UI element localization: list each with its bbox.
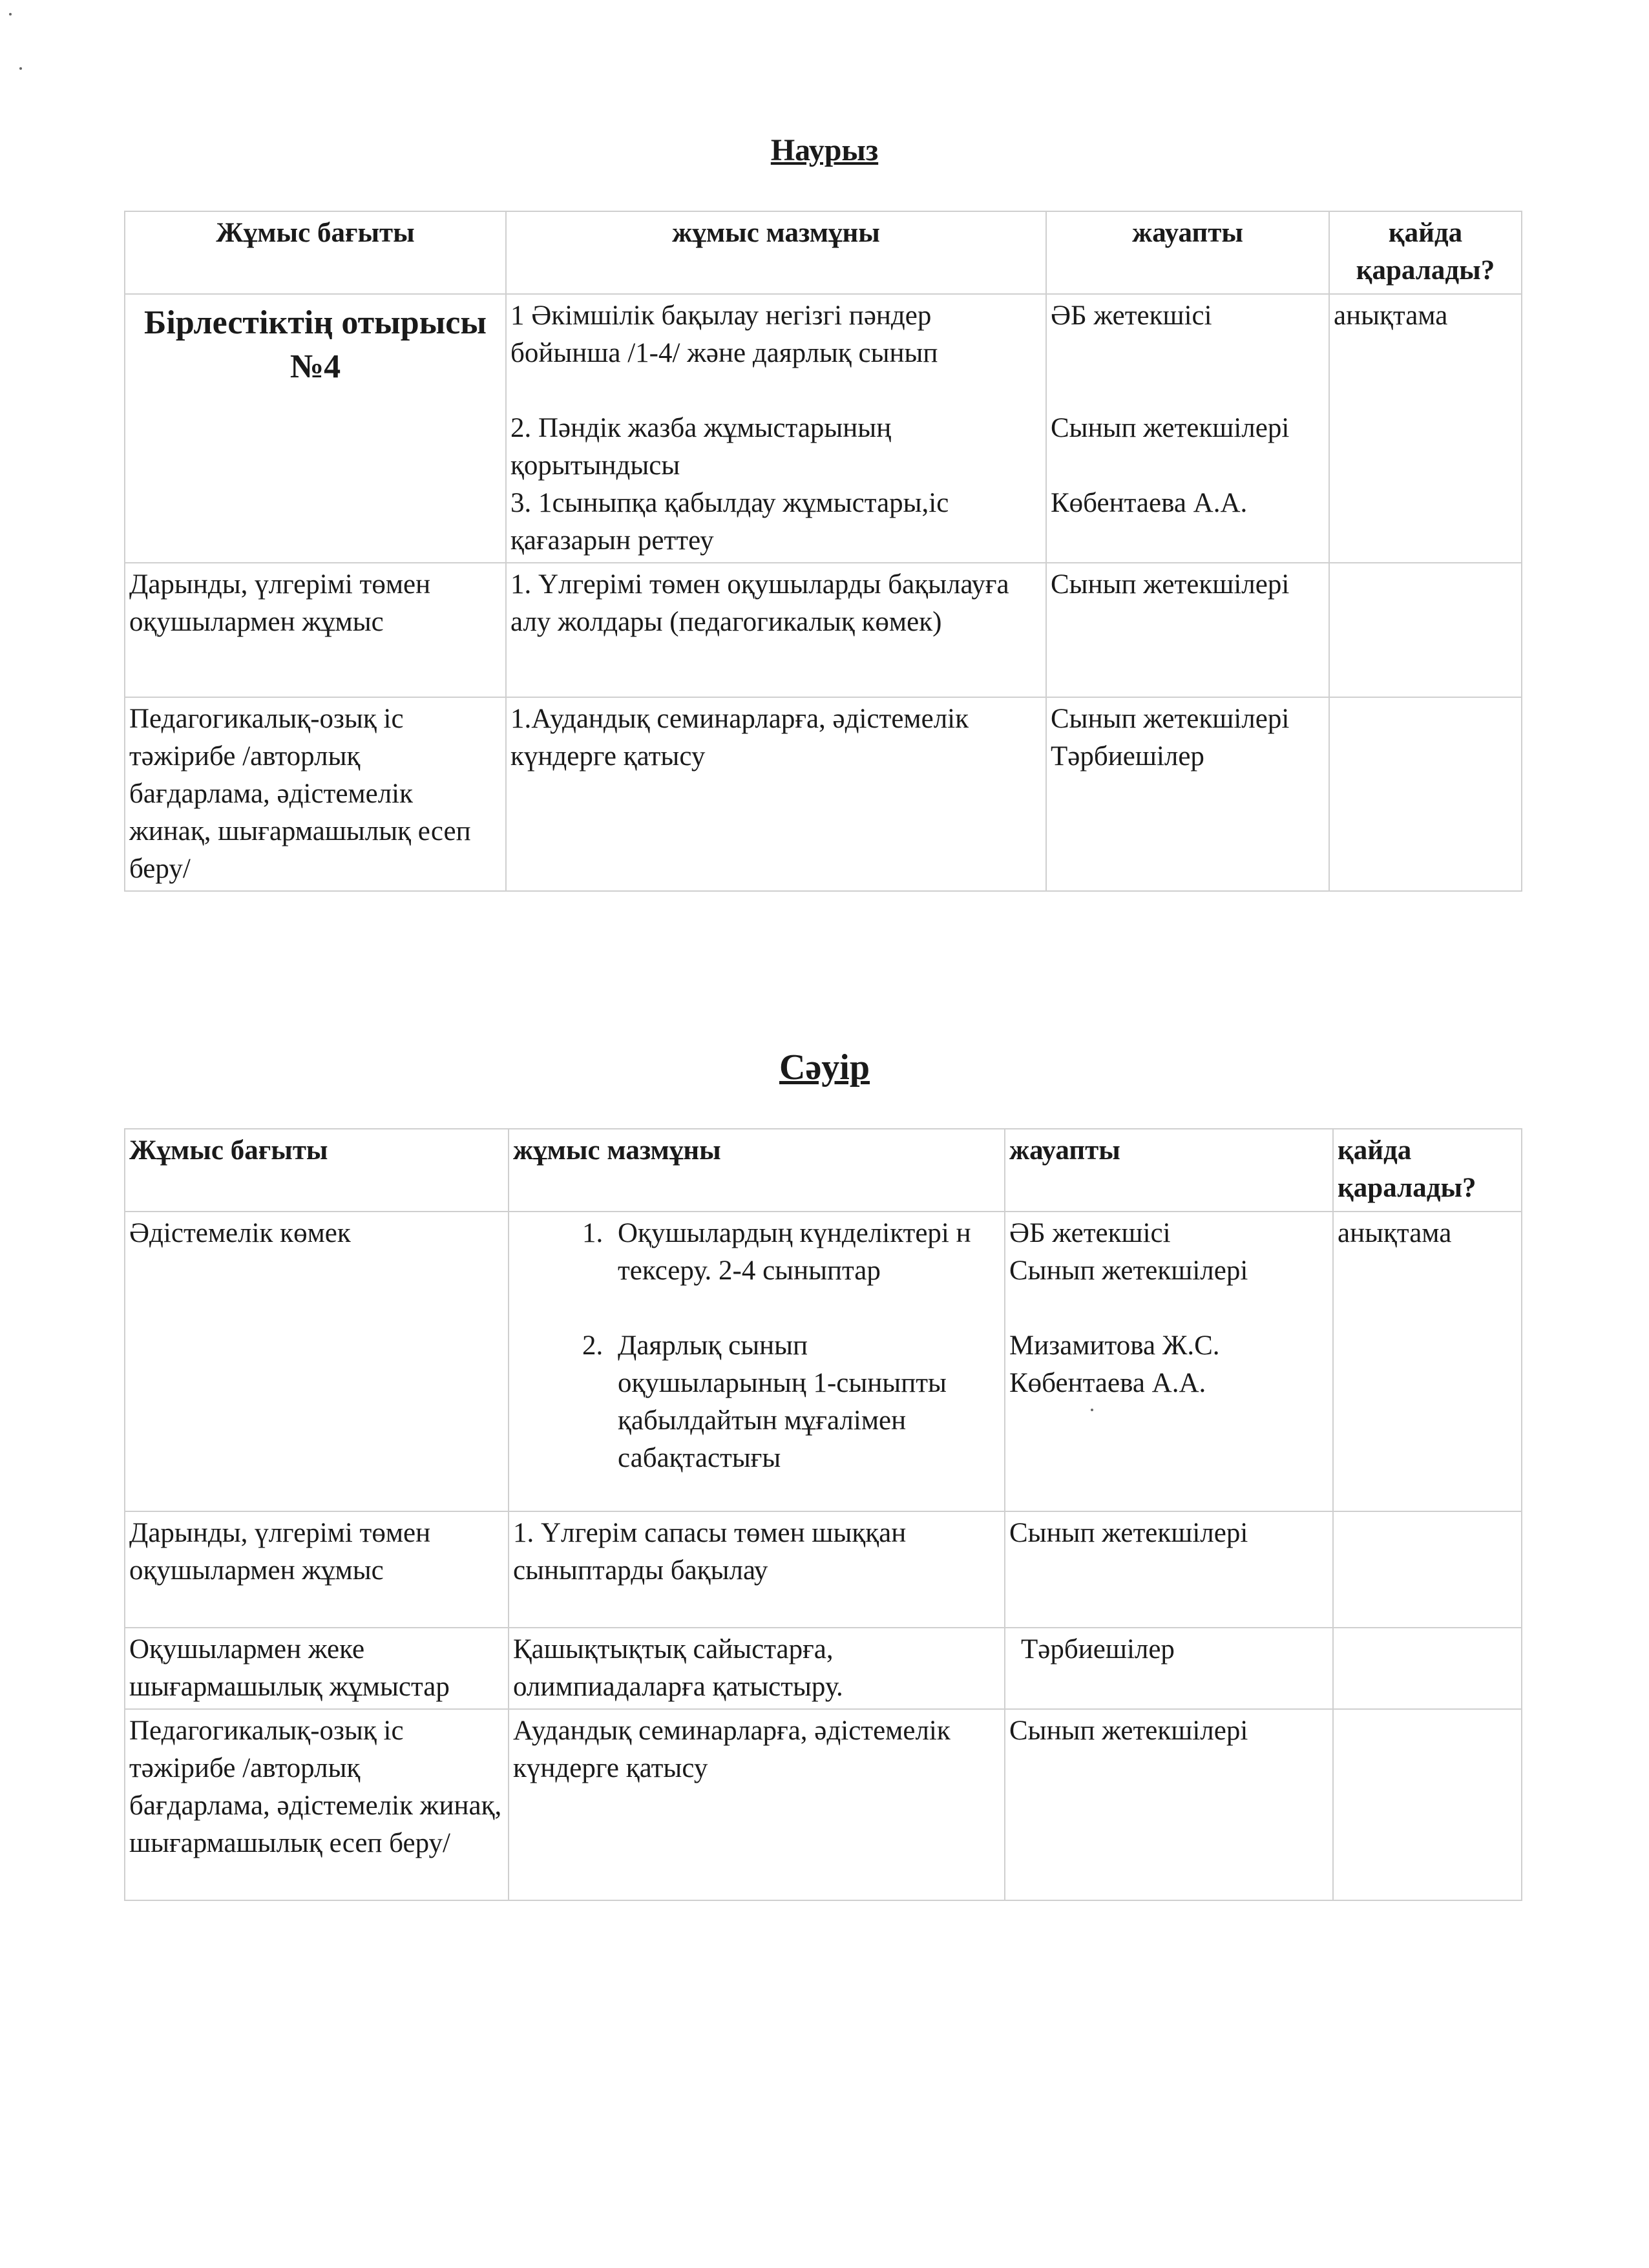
responsible-cell: Сынып жетекшілері bbox=[1005, 1709, 1333, 1900]
content-item: 1 Әкімшілік бақылау негізгі пәндер бойынша /1-4/ және даярлық сынып bbox=[510, 300, 939, 368]
list-item: 2. Даярлық сынып оқушыларының 1-сыныпты қабылдайтын мұғалімен сабақтастығы bbox=[610, 1327, 1000, 1477]
table-row bbox=[125, 1212, 1522, 1511]
responsible-cell bbox=[1046, 697, 1329, 891]
content-cell bbox=[506, 294, 1046, 563]
responsible-item: Сынып жетекшілері bbox=[1051, 413, 1290, 443]
header-where: қайда қаралады? bbox=[1333, 1129, 1522, 1212]
where-text: анықтама bbox=[1334, 300, 1448, 331]
responsible-cell bbox=[1005, 1212, 1333, 1511]
responsible-item: Сынып жетекшілері bbox=[1009, 1255, 1248, 1286]
where-cell: анықтама bbox=[1333, 1212, 1522, 1511]
scan-speck bbox=[1091, 1409, 1093, 1411]
where-cell bbox=[1333, 1709, 1522, 1900]
header-content: жұмыс мазмұны bbox=[506, 211, 1046, 294]
direction-cell: Педагогикалық-озық іс тәжірибе /авторлық бағдарлама, әдістемелік жинақ, шығармашылық есеп беру/ bbox=[125, 697, 506, 891]
content-cell bbox=[509, 1212, 1005, 1511]
responsible-item: Мизамитова Ж.С. bbox=[1009, 1330, 1220, 1361]
list-item: 1. Оқушылардың күнделіктері н тексеру. 2-4 сыныптар bbox=[610, 1215, 1000, 1290]
table-row bbox=[125, 563, 1522, 697]
month-title-sauir: Сәуір bbox=[779, 1047, 870, 1087]
direction-cell bbox=[125, 294, 506, 563]
table-header-row bbox=[125, 1129, 1522, 1212]
responsible-cell bbox=[1046, 294, 1329, 563]
header-responsible: жауапты bbox=[1046, 211, 1329, 294]
where-cell bbox=[1329, 563, 1522, 697]
header-direction: Жұмыс бағыты bbox=[125, 211, 506, 294]
direction-cell: Әдістемелік көмек bbox=[125, 1212, 509, 1511]
table-header-row bbox=[125, 211, 1522, 294]
plan-table-naurys bbox=[124, 211, 1522, 892]
responsible-item: ӘБ жетекшісі bbox=[1009, 1218, 1171, 1248]
responsible-cell bbox=[1005, 1628, 1333, 1709]
scan-speck bbox=[9, 13, 12, 16]
direction-cell: Дарынды, үлгерімі төмен оқушылармен жұмыс bbox=[125, 1511, 509, 1628]
scan-speck bbox=[19, 67, 22, 70]
table-row bbox=[125, 697, 1522, 891]
content-cell: 1.Аудандық семинарларға, әдістемелік күндерге қатысу bbox=[506, 697, 1046, 891]
where-cell bbox=[1329, 697, 1522, 891]
month-title-naurys: Наурыз bbox=[770, 133, 879, 167]
content-cell: Қашықтықтық сайыстарға, олимпиадаларға қатыстыру. bbox=[509, 1628, 1005, 1709]
plan-table-sauir bbox=[124, 1128, 1522, 1901]
header-where: қайда қаралады? bbox=[1329, 211, 1522, 294]
content-cell: Аудандық семинарларға, әдістемелік күндерге қатысу bbox=[509, 1709, 1005, 1900]
responsible-item: Көбентаева А.А. bbox=[1051, 488, 1248, 518]
where-cell bbox=[1333, 1628, 1522, 1709]
table-row bbox=[125, 1511, 1522, 1628]
content-item: 3. 1сыныпқа қабылдау жұмыстары,іс қағазарын реттеу bbox=[510, 488, 956, 556]
content-cell: 1. Үлгерім сапасы төмен шыққан сыныптарды бақылау bbox=[509, 1511, 1005, 1628]
header-direction: Жұмыс бағыты bbox=[125, 1129, 509, 1212]
responsible-item: ӘБ жетекшісі bbox=[1051, 300, 1212, 331]
where-cell bbox=[1333, 1511, 1522, 1628]
direction-cell: Дарынды, үлгерімі төмен оқушылармен жұмыс bbox=[125, 563, 506, 697]
responsible-item: Тәрбиешілер bbox=[1021, 1634, 1175, 1664]
table-row bbox=[125, 294, 1522, 563]
direction-cell: Педагогикалық-озық іс тәжірибе /авторлық бағдарлама, әдістемелік жинақ, шығармашылық есеп беру/ bbox=[125, 1709, 509, 1900]
content-item: 2. Пәндік жазба жұмыстарының қорытындысы bbox=[510, 413, 898, 481]
responsible-item: Сынып жетекшілері bbox=[1051, 704, 1290, 734]
responsible-cell: Сынып жетекшілері bbox=[1005, 1511, 1333, 1628]
header-content: жұмыс мазмұны bbox=[509, 1129, 1005, 1212]
responsible-cell: Сынып жетекшілері bbox=[1046, 563, 1329, 697]
responsible-item: Тәрбиешілер bbox=[1051, 741, 1204, 772]
where-cell bbox=[1329, 294, 1522, 563]
header-responsible: жауапты bbox=[1005, 1129, 1333, 1212]
direction-cell: Оқушылармен жеке шығармашылық жұмыстар bbox=[125, 1628, 509, 1709]
responsible-item: Көбентаева А.А. bbox=[1009, 1368, 1206, 1398]
direction-text: Бірлестіктің отырысы №4 bbox=[144, 304, 487, 385]
content-cell: 1. Үлгерімі төмен оқушыларды бақылауға алу жолдары (педагогикалық көмек) bbox=[506, 563, 1046, 697]
table-row bbox=[125, 1709, 1522, 1900]
table-row bbox=[125, 1628, 1522, 1709]
content-numbered-list bbox=[513, 1215, 1000, 1477]
